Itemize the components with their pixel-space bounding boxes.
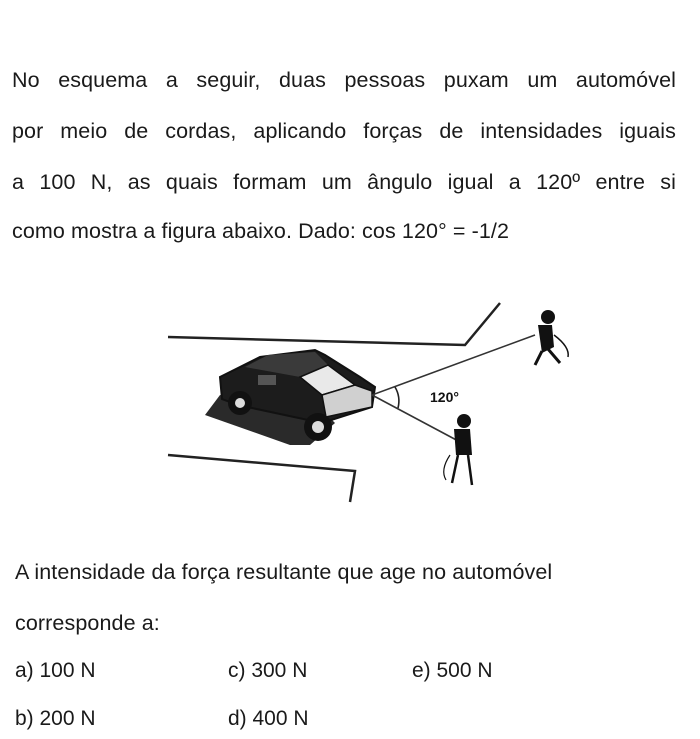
option-e[interactable]: e) 500 N bbox=[412, 659, 493, 682]
road-edge-bottom bbox=[168, 455, 355, 502]
question-line-1: No esquema a seguir, duas pessoas puxam um automóvel bbox=[12, 68, 676, 92]
person-lower-icon bbox=[444, 414, 472, 485]
prompt-line-1: A intensidade da força resultante que age no automóvel bbox=[15, 560, 553, 584]
option-c[interactable]: c) 300 N bbox=[228, 659, 308, 682]
option-a[interactable]: a) 100 N bbox=[15, 659, 96, 682]
road-edge-top bbox=[168, 303, 500, 345]
question-line-4: como mostra a figura abaixo. Dado: cos 120° = -1/2 bbox=[12, 219, 510, 243]
prompt-line-2: corresponde a: bbox=[15, 611, 160, 635]
question-line-3: a 100 N, as quais formam um ângulo igual a 120º entre si bbox=[12, 170, 676, 194]
angle-arc bbox=[395, 387, 399, 408]
angle-label: 120° bbox=[430, 389, 459, 405]
question-line-2: por meio de cordas, aplicando forças de intensidades iguais bbox=[12, 119, 676, 143]
person-upper-icon bbox=[535, 310, 568, 365]
option-b[interactable]: b) 200 N bbox=[15, 707, 96, 730]
car-pull-illustration bbox=[150, 295, 590, 507]
car-pull-figure bbox=[150, 295, 590, 507]
option-d[interactable]: d) 400 N bbox=[228, 707, 309, 730]
